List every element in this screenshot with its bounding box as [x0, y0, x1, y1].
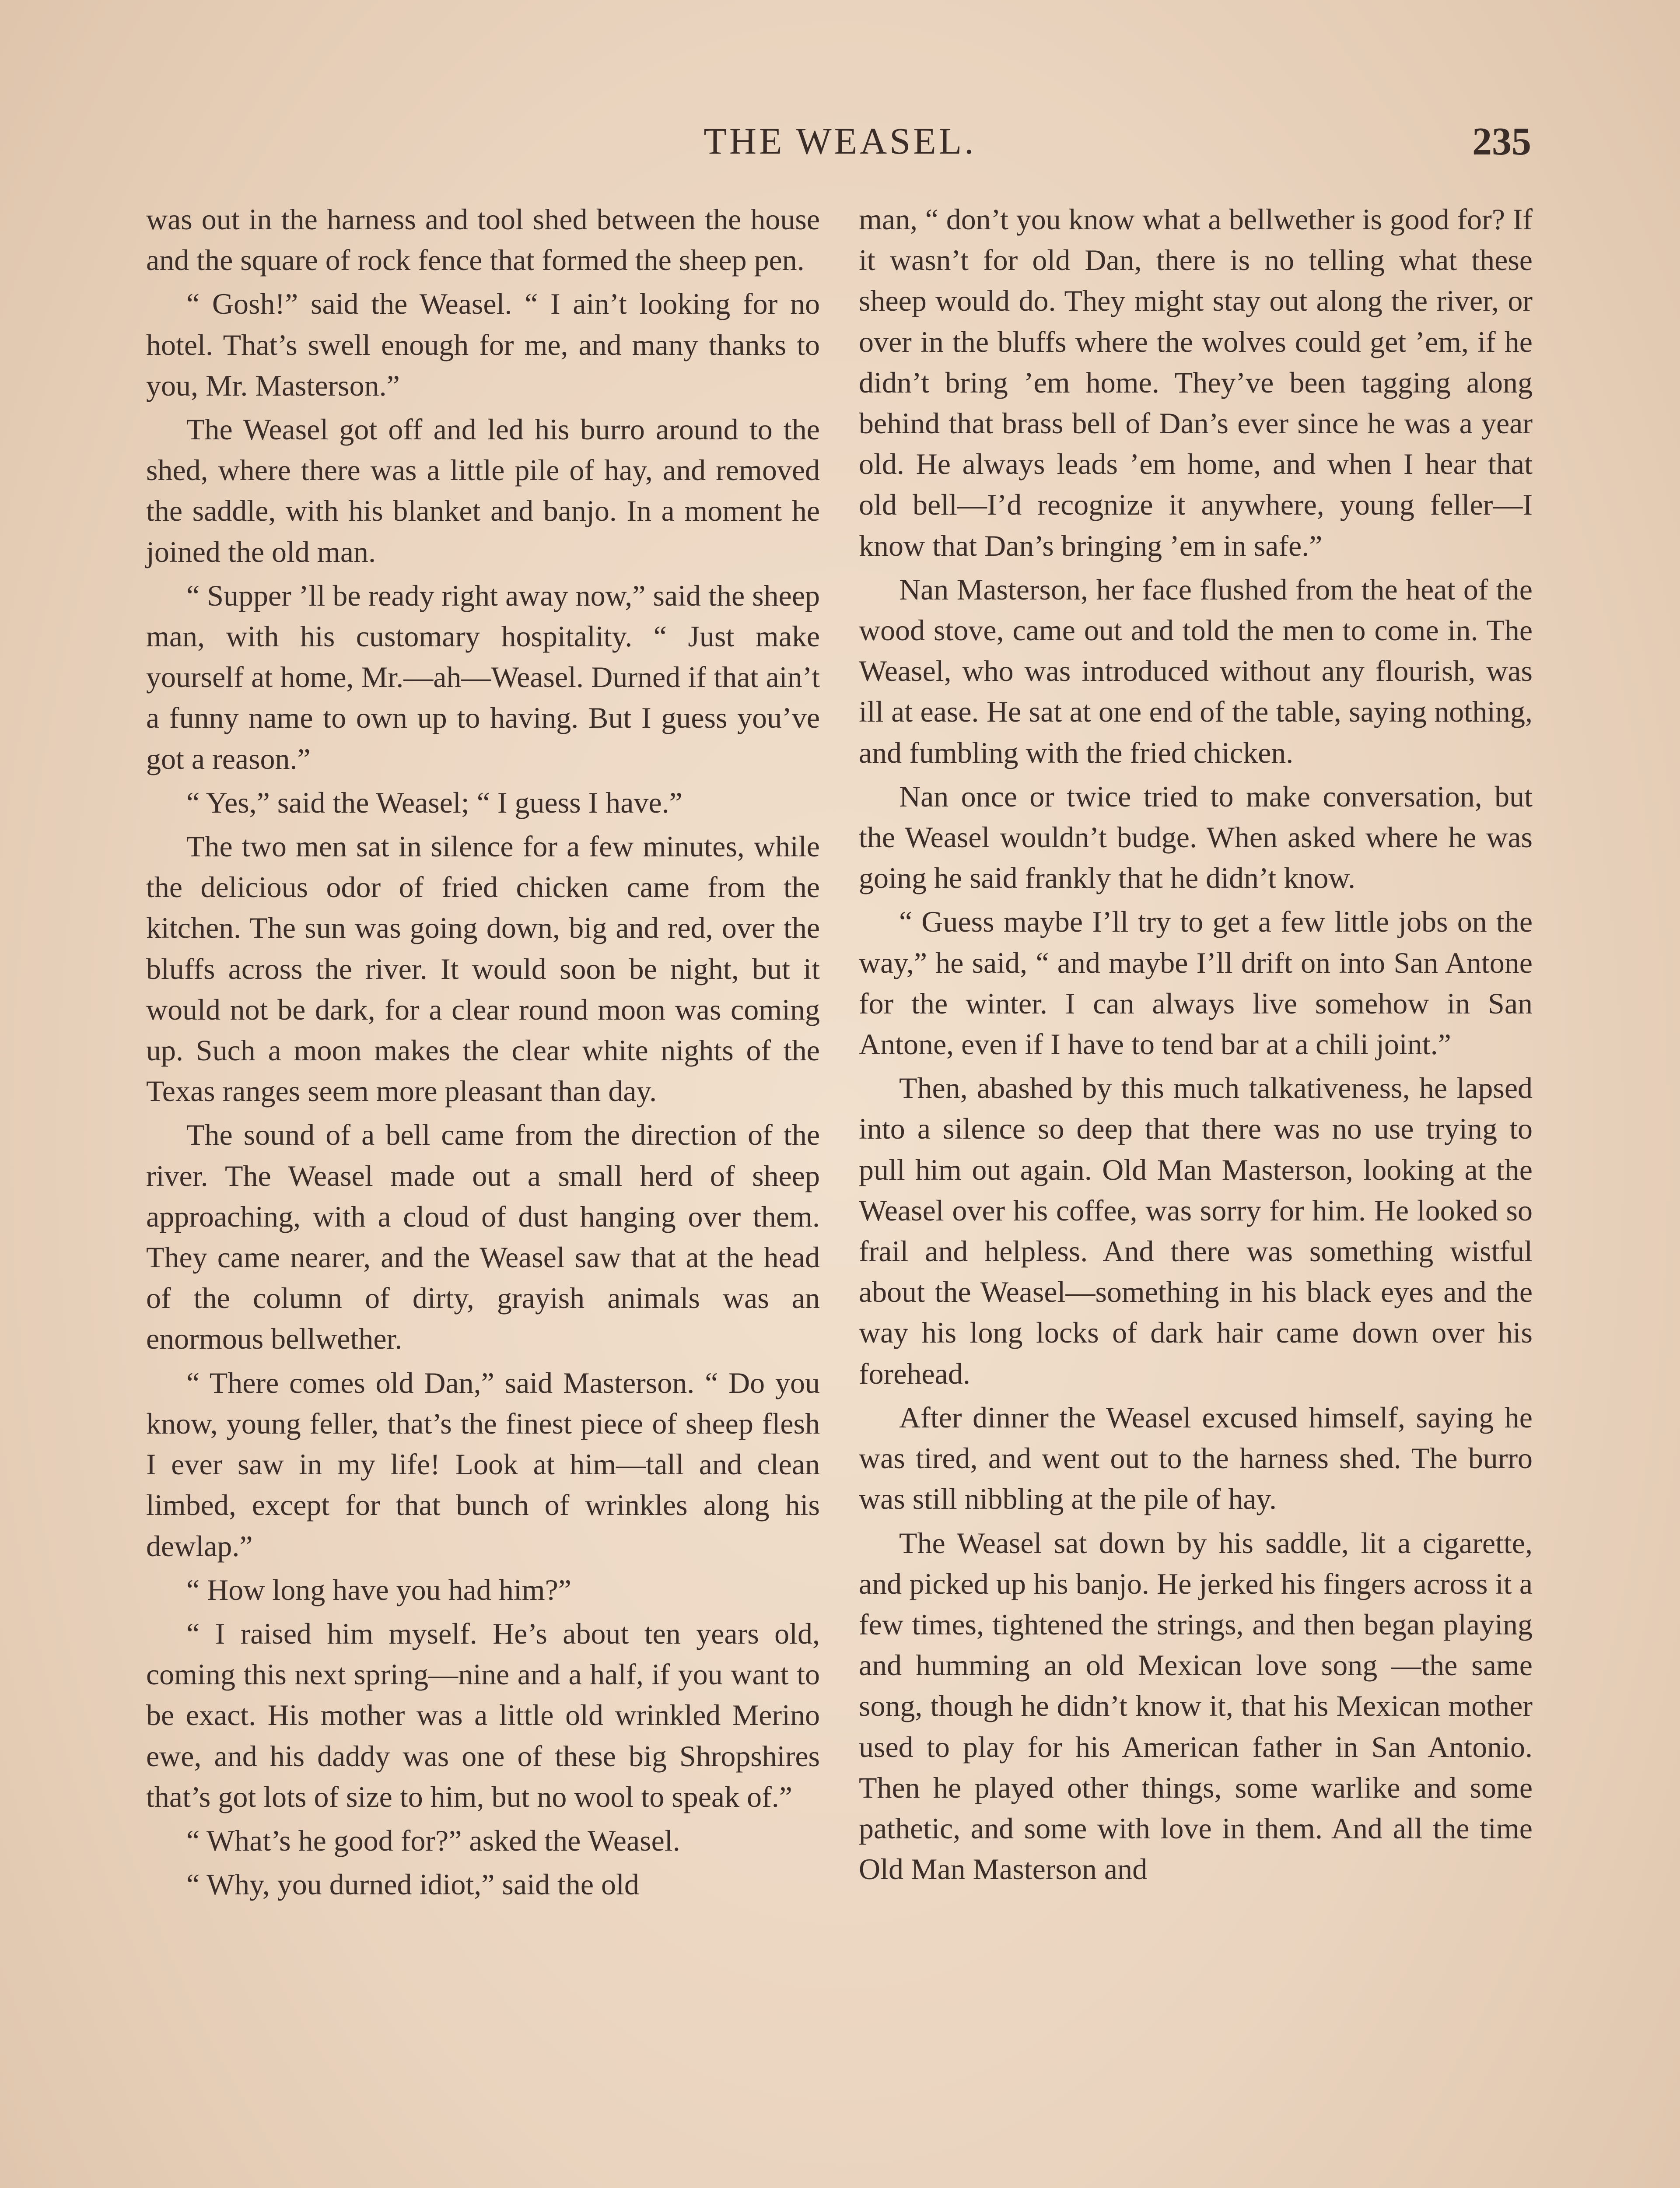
- page-number: 235: [1472, 120, 1531, 163]
- paragraph: The Weasel sat down by his saddle, lit a cigarette, and picked up his banjo. He jerked his fingers across it a few times, tightened the strings, and then began playing and humming an old Mexican love song —the same song, though he didn’t know it, that his Mexican mother used to play for his American father in San Antonio. Then he played other things, some warlike and some pathetic, and some with love in them. And all the time Old Man Masterson and: [859, 1526, 1533, 1886]
- paragraph: “ Yes,” said the Weasel; “ I guess I have.”: [186, 785, 682, 819]
- paragraph: Then, abashed by this much talkativeness, he lapsed into a silence so deep that there was no use trying to pull him out again. Old Man Masterson, looking at the Weasel over his coffee, was sorry for him. He looked so frail and helpless. And there was something wistful about the Weasel—something in his black eyes and the way his long locks of dark hair came down over his forehead.: [859, 1071, 1533, 1390]
- paragraph: Nan once or twice tried to make conversation, but the Weasel wouldn’t budge. When asked where he was going he said frankly that he didn’t know.: [859, 779, 1533, 895]
- paragraph: The Weasel got off and led his burro around to the shed, where there was a little pile of hay, and removed the saddle, with his blanket and banjo. In a moment he joined the old man.: [146, 413, 820, 568]
- paragraph: “ Supper ’ll be ready right away now,” said the sheep man, with his customary hospitality. “ Just make yourself at home, Mr.—ah—Weasel. Durned if that ain’t a funny name to own up to having. But I guess you’ve got a reason.”: [146, 579, 820, 775]
- paragraph: “ Gosh!” said the Weasel. “ I ain’t looking for no hotel. That’s swell enough for me, and many thanks to you, Mr. Masterson.”: [146, 287, 820, 402]
- paragraph: “ Why, you durned idiot,” said the old: [186, 1868, 639, 1901]
- paragraph: man, “ don’t you know what a bellwether is good for? If it wasn’t for old Dan, there is no telling what these sheep would do. They might stay out along the river, or over in the bluffs where the wolves could get ’em, if he didn’t bring ’em home. They’ve been tagging along behind that brass bell of Dan’s ever since he was a year old. He always leads ’em home, and when I hear that old bell—I’d recognize it anywhere, young feller—I know that Dan’s bringing ’em in safe.”: [859, 203, 1533, 562]
- paragraph: Nan Masterson, her face flushed from the heat of the wood stove, came out and told the men to come in. The Weasel, who was introduced without any flourish, was ill at ease. He sat at one end of the table, saying nothing, and fumbling with the fried chicken.: [859, 572, 1533, 769]
- running-header: [149, 119, 1531, 176]
- paragraph: “ I raised him myself. He’s about ten years old, coming this next spring—nine and a half, if you want to be exact. His mother was a little old wrinkled Merino ewe, and his daddy was one of these big Shropshires that’s got lots of size to him, but no wool to speak of.”: [146, 1616, 820, 1813]
- paragraph: “ There comes old Dan,” said Masterson. “ Do you know, young feller, that’s the finest piece of sheep flesh I ever saw in my life! Look at him—tall and clean limbed, except for that bunch of wrinkles along his dewlap.”: [146, 1366, 820, 1563]
- paragraph: “ How long have you had him?”: [186, 1573, 571, 1606]
- paragraph: “ What’s he good for?” asked the Weasel.: [186, 1823, 680, 1857]
- right-column: [859, 199, 1533, 1893]
- running-title: THE WEASEL.: [704, 120, 976, 162]
- paragraph: After dinner the Weasel excused himself, saying he was tired, and went out to the harness shed. The burro was still nibbling at the pile of hay.: [859, 1400, 1533, 1516]
- paragraph: was out in the harness and tool shed between the house and the square of rock fence that formed the sheep pen.: [146, 203, 820, 277]
- left-column: [146, 199, 820, 1908]
- paragraph: “ Guess maybe I’ll try to get a few little jobs on the way,” he said, “ and maybe I’ll drift on into San Antone for the winter. I can always live somehow in San Antone, even if I have to tend bar at a chili joint.”: [859, 905, 1533, 1061]
- paragraph: The two men sat in silence for a few minutes, while the delicious odor of fried chicken came from the kitchen. The sun was going down, big and red, over the bluffs across the river. It would soon be night, but it would not be dark, for a clear round moon was coming up. Such a moon makes the clear white nights of the Texas ranges seem more pleasant than day.: [146, 830, 820, 1108]
- paragraph: The sound of a bell came from the direction of the river. The Weasel made out a small herd of sheep approaching, with a cloud of dust hanging over them. They came nearer, and the Weasel saw that at the head of the column of dirty, grayish animals was an enormous bellwether.: [146, 1118, 820, 1356]
